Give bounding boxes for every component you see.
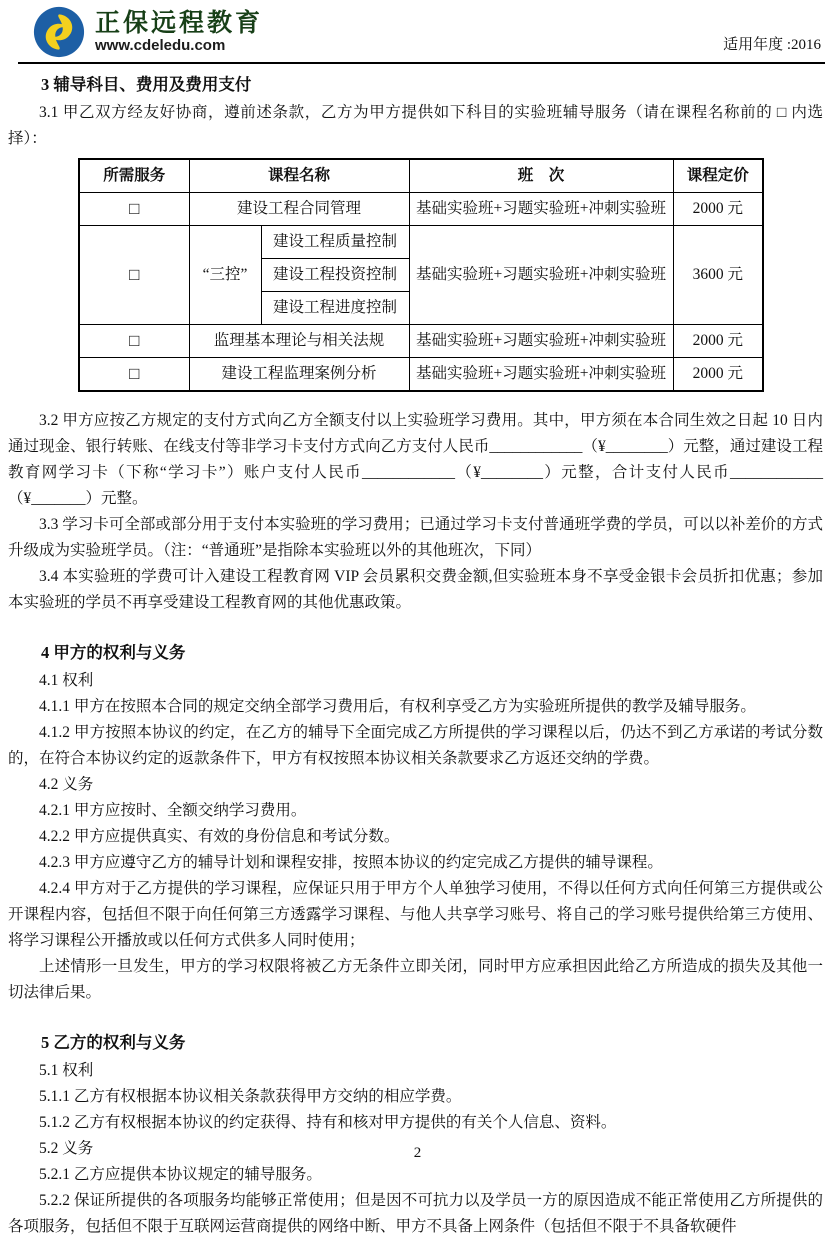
col-header-class: 班 次 [409,159,673,193]
page-header [0,0,835,58]
clause-4-2-4-note: 上述情形一旦发生，甲方的学习权限将被乙方无条件立即关闭，同时甲方应承担因此给乙方所造成的损失及其他一切法律后果。 [8,958,823,1001]
clause-3-4: 3.4 本实验班的学费可计入建设工程教育网 VIP 会员累积交费金额,但实验班本身不享受金银卡会员折扣优惠；参加本实验班的学员不再享受建设工程教育网的其他优惠政策。 [8,568,823,611]
table-row [79,325,763,358]
clause-5-1-1: 5.1.1 乙方有权根据本协议相关条款获得甲方交纳的相应学费。 [39,1088,462,1105]
section-4-title: 4 甲方的权利与义务 [41,643,186,662]
clause-3-2: 3.2 甲方应按乙方规定的支付方式向乙方全额支付以上实验班学习费用。其中，甲方须在本合同生效之日起 10 日内通过现金、银行转账、在线支付等非学习卡支付方式向乙方支付人民币____________（¥________）元整，通过建设工程教育网学习卡（下称“学习卡”）账户支付人民币____________（¥________）元整，合计支付人民币____________（¥_______）元整。 [8,412,823,507]
clause-3-1: 3.1 甲乙双方经友好协商，遵前述条款，乙方为甲方提供如下科目的实验班辅导服务（请在课程名称前的 □ 内选择）： [8,104,823,147]
course-name: 监理基本理论与相关法规 [189,325,409,358]
sub-course-name: 建设工程质量控制 [261,226,409,259]
sub-course-name: 建设工程进度控制 [261,292,409,325]
class-types: 基础实验班+习题实验班+冲刺实验班 [409,358,673,392]
course-checkbox[interactable]: □ [79,325,189,358]
clause-5-2-1: 5.2.1 乙方应提供本协议规定的辅导服务。 [39,1166,322,1183]
course-price: 2000 元 [673,325,763,358]
cdel-logo-icon [33,6,85,58]
class-types: 基础实验班+习题实验班+冲刺实验班 [409,325,673,358]
table-header-row [79,159,763,193]
section-3-title: 3 辅导科目、费用及费用支付 [41,75,252,94]
brand-block [33,6,823,58]
page-number: 2 [413,1145,422,1161]
clause-4-1-2: 4.1.2 甲方按照本协议的约定，在乙方的辅导下全面完成乙方所提供的学习课程以后，仍达不到乙方承诺的考试分数的，在符合本协议约定的返款条件下，甲方有权按照本协议相关条款要求乙方返还交纳的学费。 [8,724,823,767]
section-5-title: 5 乙方的权利与义务 [41,1033,186,1052]
class-types: 基础实验班+习题实验班+冲刺实验班 [409,193,673,226]
brand-name: 正保远程教育 [95,9,264,37]
clause-5-2-2: 5.2.2 保证所提供的各项服务均能够正常使用；但是因不可抗力以及学员一方的原因造成不能正常使用乙方所提供的各项服务，包括但不限于互联网运营商提供的网络中断、甲方不具备上网条件（包括但不限于不具备软硬件 [8,1192,823,1235]
applicable-year: 适用年度 :2016 [723,37,821,53]
clause-5-2: 5.2 义务 [39,1140,94,1157]
course-name: 建设工程监理案例分析 [189,358,409,392]
col-header-course: 课程名称 [189,159,409,193]
sub-course-name: 建设工程投资控制 [261,259,409,292]
clause-5-1: 5.1 权利 [39,1062,94,1079]
clause-4-2-4: 4.2.4 甲方对于乙方提供的学习课程，应保证只用于甲方个人单独学习使用，不得以任何方式向任何第三方提供或公开课程内容，包括但不限于向任何第三方透露学习课程、与他人共享学习账号、将自己的学习账号提供给第三方使用、将学习课程公开播放或以任何方式供多人同时使用； [8,880,823,949]
clause-5-1-2: 5.1.2 乙方有权根据本协议的约定获得、持有和核对甲方提供的有关个人信息、资料。 [39,1114,617,1131]
clause-4-2-2: 4.2.2 甲方应提供真实、有效的身份信息和考试分数。 [39,828,400,845]
clause-4-2-1: 4.2.1 甲方应按时、全额交纳学习费用。 [39,802,307,819]
document-body [0,64,835,1240]
clause-4-2: 4.2 义务 [39,776,94,793]
course-group-label: “三控” [189,226,261,325]
col-header-price: 课程定价 [673,159,763,193]
course-checkbox[interactable]: □ [79,358,189,392]
table-row [79,226,763,259]
class-types: 基础实验班+习题实验班+冲刺实验班 [409,226,673,325]
clause-4-1-1: 4.1.1 甲方在按照本合同的规定交纳全部学习费用后，有权利享受乙方为实验班所提供的教学及辅导服务。 [39,698,756,715]
course-checkbox[interactable]: □ [79,193,189,226]
course-price: 3600 元 [673,226,763,325]
course-price: 2000 元 [673,193,763,226]
course-name: 建设工程合同管理 [189,193,409,226]
course-selection-table [78,158,764,392]
table-row [79,193,763,226]
table-row [79,358,763,392]
clause-4-1: 4.1 权利 [39,672,94,689]
clause-4-2-3: 4.2.3 甲方应遵守乙方的辅导计划和课程安排，按照本协议的约定完成乙方提供的辅导课程。 [39,854,663,871]
course-price: 2000 元 [673,358,763,392]
course-checkbox[interactable]: □ [79,226,189,325]
brand-text [95,10,263,54]
col-header-service: 所需服务 [79,159,189,193]
clause-3-3: 3.3 学习卡可全部或部分用于支付本实验班的学习费用；已通过学习卡支付普通班学费的学员，可以以补差价的方式升级成为实验班学员。（注：“普通班”是指除本实验班以外的其他班次，下同） [8,516,823,559]
brand-url: www.cdeledu.com [95,36,226,54]
